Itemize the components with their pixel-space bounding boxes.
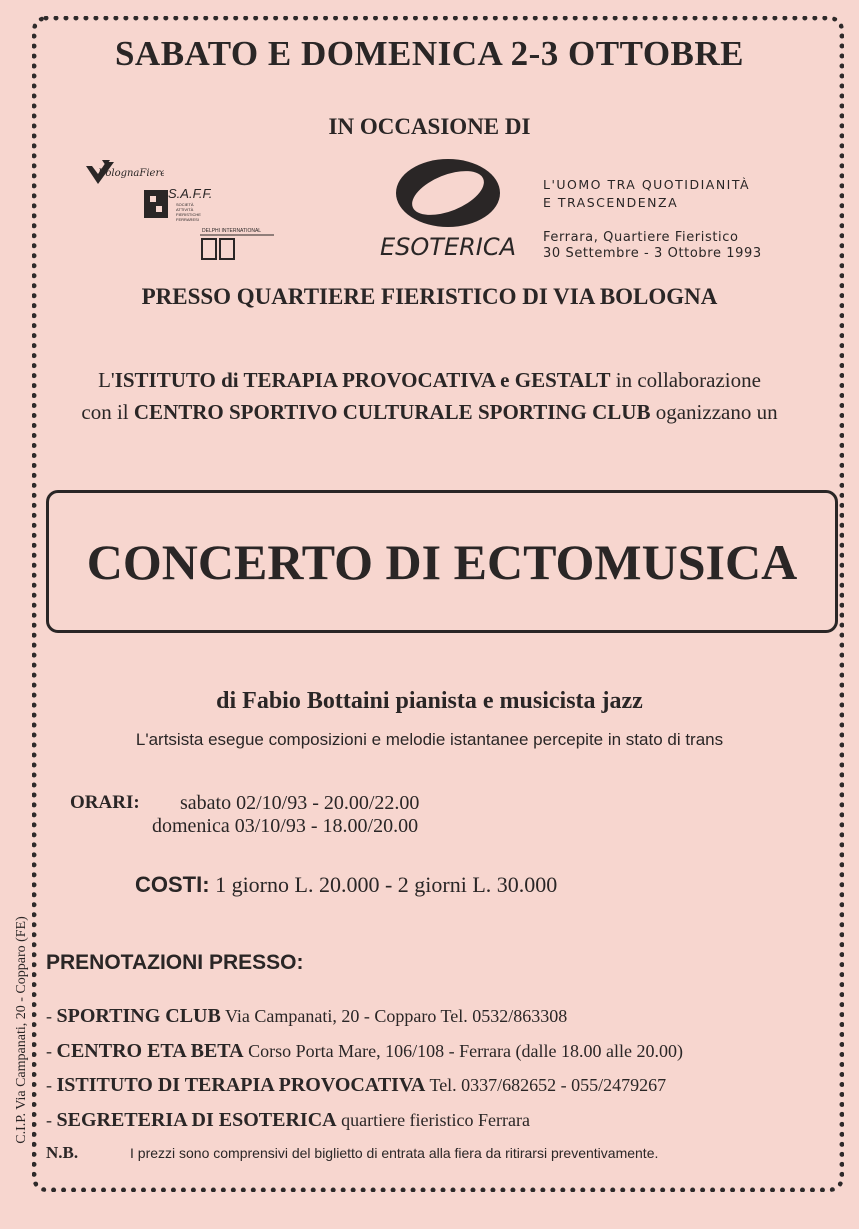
delphi-text: DELPHI INTERNATIONAL: [202, 228, 262, 234]
saff-logo: [142, 184, 214, 229]
esoterica-subtitle: L'UOMO TRA QUOTIDIANITÀ E TRASCENDENZA: [543, 177, 751, 210]
svg-text:FERRARESI: FERRARESI: [176, 217, 199, 222]
concert-title: CONCERTO DI ECTOMUSICA: [86, 534, 798, 590]
esoterica-dates: Ferrara, Quartiere Fieristico 30 Settembre - 3 Ottobre 1993: [543, 230, 762, 261]
prenotazione-item: - ISTITUTO DI TERAPIA PROVOCATIVA Tel. 0337/682652 - 055/2479267: [46, 1074, 667, 1096]
saff-text: S.A.F.F.: [168, 186, 213, 201]
prenotazione-item: - SEGRETERIA DI ESOTERICA quartiere fieristico Ferrara: [46, 1109, 530, 1131]
nb-text: I prezzi sono comprensivi del biglietto di entrata alla fiera da ritirarsi preventivamente.: [130, 1145, 659, 1161]
venue-text: PRESSO QUARTIERE FIERISTICO DI VIA BOLOGNA: [141, 284, 718, 309]
intro-line-2: con il CENTRO SPORTIVO CULTURALE SPORTING CLUB oganizzano un: [81, 400, 778, 424]
side-credit: C.I.P. Via Campanati, 20 - Copparo (FE): [14, 916, 29, 1144]
costi-line: COSTI: 1 giorno L. 20.000 - 2 giorni L. 30.000: [135, 872, 558, 897]
intro-line-1: L'ISTITUTO di TERAPIA PROVOCATIVA e GESTALT in collaborazione: [98, 368, 761, 392]
delphi-logo: [198, 225, 278, 270]
orari-line-2: domenica 03/10/93 - 18.00/20.00: [152, 815, 419, 837]
esoterica-logo: [380, 155, 520, 270]
prenotazione-item: - CENTRO ETA BETA Corso Porta Mare, 106/108 - Ferrara (dalle 18.00 alle 20.00): [46, 1040, 683, 1062]
orari-label: ORARI:: [70, 792, 140, 813]
svg-text:FIERISTICHE: FIERISTICHE: [176, 212, 201, 217]
svg-text:ATTIVITÀ: ATTIVITÀ: [176, 207, 194, 212]
headline: SABATO E DOMENICA 2-3 OTTOBRE: [114, 34, 745, 73]
author-description: L'artsista esegue composizioni e melodie istantanee percepite in stato di trans: [135, 730, 724, 749]
prenotazioni-title: PRENOTAZIONI PRESSO:: [46, 951, 304, 974]
esoterica-text: ESOTERICA: [380, 233, 517, 261]
author-line: di Fabio Bottaini pianista e musicista jazz: [216, 688, 643, 714]
concert-title-box: [46, 490, 838, 633]
bolognafiere-text: BolognaFiere: [98, 168, 164, 179]
svg-text:SOCIETÀ: SOCIETÀ: [176, 202, 194, 207]
orari-line-1: sabato 02/10/93 - 20.00/22.00: [180, 792, 420, 814]
nb-label: N.B.: [46, 1143, 79, 1162]
prenotazione-item: - SPORTING CLUB Via Campanati, 20 - Copparo Tel. 0532/863308: [46, 1005, 568, 1027]
occasion-text: IN OCCASIONE DI: [328, 114, 531, 139]
